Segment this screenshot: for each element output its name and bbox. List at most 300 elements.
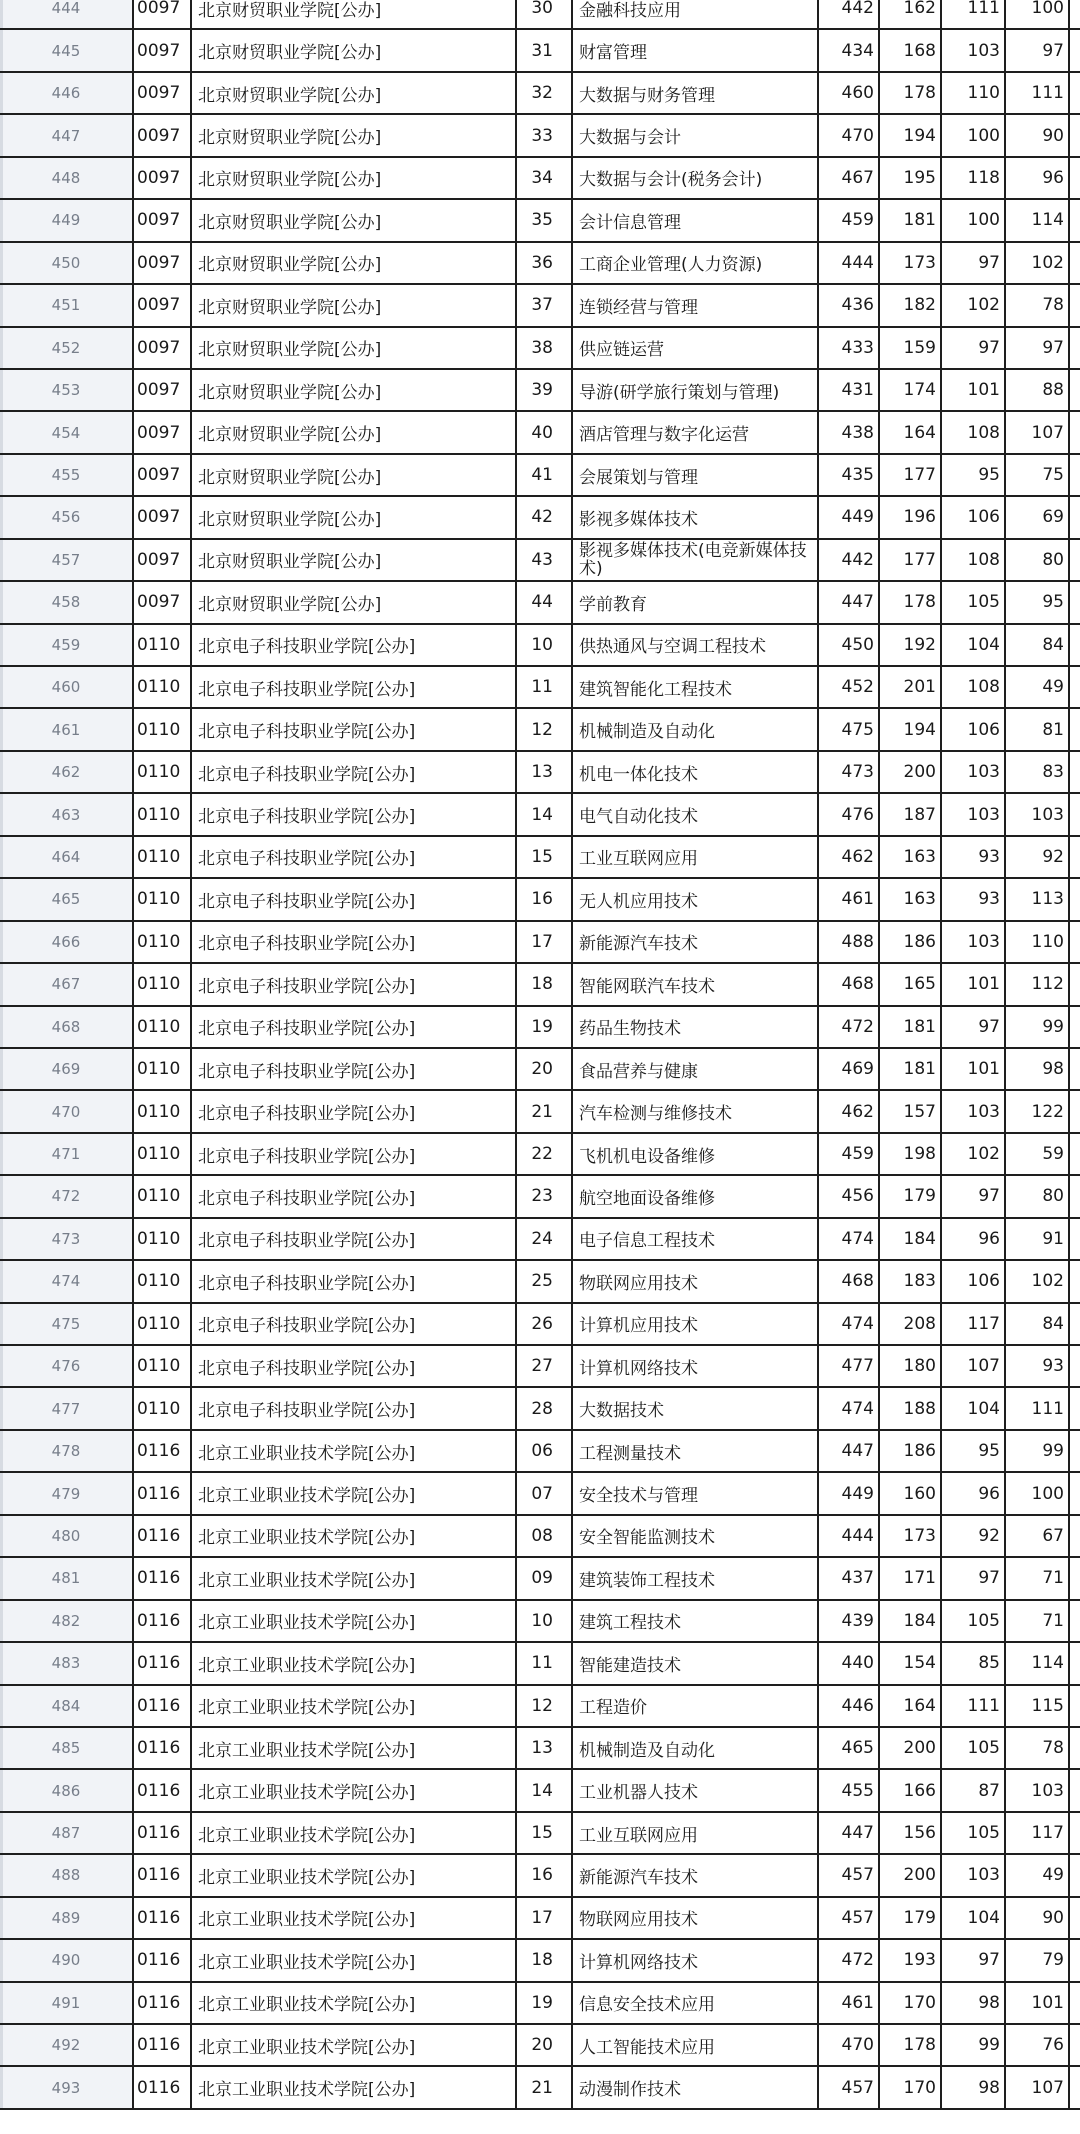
- row-number-cell[interactable]: 462: [0, 752, 134, 792]
- row-number-cell[interactable]: 464: [0, 837, 134, 877]
- score-cell[interactable]: 101: [1006, 1983, 1070, 2023]
- school-name-cell[interactable]: 北京财贸职业学院[公办]: [192, 73, 517, 113]
- row-number-cell[interactable]: 479: [0, 1473, 134, 1513]
- major-code-cell[interactable]: 18: [517, 964, 573, 1004]
- school-code-cell[interactable]: 0116: [134, 1686, 192, 1726]
- school-name-cell[interactable]: 北京财贸职业学院[公办]: [192, 582, 517, 622]
- score-cell[interactable]: 100: [942, 200, 1006, 240]
- school-name-cell[interactable]: 北京工业职业技术学院[公办]: [192, 1770, 517, 1810]
- row-number-cell[interactable]: 478: [0, 1431, 134, 1471]
- row-number-cell[interactable]: 484: [0, 1686, 134, 1726]
- score-cell[interactable]: 184: [880, 1601, 942, 1641]
- score-cell[interactable]: 103: [1006, 794, 1070, 834]
- major-name-cell[interactable]: 飞机机电设备维修: [573, 1134, 819, 1174]
- score-cell[interactable]: 461: [819, 879, 880, 919]
- major-name-cell[interactable]: 导游(研学旅行策划与管理): [573, 370, 819, 410]
- score-cell[interactable]: 459: [819, 1134, 880, 1174]
- major-code-cell[interactable]: 33: [517, 115, 573, 155]
- score-cell[interactable]: 472: [819, 1007, 880, 1047]
- school-code-cell[interactable]: 0110: [134, 1134, 192, 1174]
- school-name-cell[interactable]: 北京电子科技职业学院[公办]: [192, 1346, 517, 1386]
- score-cell[interactable]: 181: [880, 200, 942, 240]
- score-cell[interactable]: 181: [880, 1049, 942, 1089]
- score-cell[interactable]: 187: [880, 794, 942, 834]
- school-name-cell[interactable]: 北京电子科技职业学院[公办]: [192, 879, 517, 919]
- score-cell[interactable]: 100: [1006, 0, 1070, 28]
- major-code-cell[interactable]: 22: [517, 1134, 573, 1174]
- score-cell[interactable]: 431: [819, 370, 880, 410]
- row-number-cell[interactable]: 445: [0, 30, 134, 70]
- major-name-cell[interactable]: 影视多媒体技术: [573, 497, 819, 537]
- school-code-cell[interactable]: 0116: [134, 1643, 192, 1683]
- major-name-cell[interactable]: 药品生物技术: [573, 1007, 819, 1047]
- score-cell[interactable]: 184: [880, 1219, 942, 1259]
- row-number-cell[interactable]: 453: [0, 370, 134, 410]
- score-cell[interactable]: 97: [1006, 328, 1070, 368]
- school-name-cell[interactable]: 北京财贸职业学院[公办]: [192, 370, 517, 410]
- major-code-cell[interactable]: 34: [517, 158, 573, 198]
- school-code-cell[interactable]: 0110: [134, 1176, 192, 1216]
- major-code-cell[interactable]: 42: [517, 497, 573, 537]
- major-name-cell[interactable]: 安全技术与管理: [573, 1473, 819, 1513]
- school-code-cell[interactable]: 0110: [134, 1346, 192, 1386]
- row-number-cell[interactable]: 485: [0, 1728, 134, 1768]
- score-cell[interactable]: 111: [942, 1686, 1006, 1726]
- major-name-cell[interactable]: 食品营养与健康: [573, 1049, 819, 1089]
- score-cell[interactable]: 470: [819, 115, 880, 155]
- score-cell[interactable]: 449: [819, 497, 880, 537]
- major-code-cell[interactable]: 16: [517, 1855, 573, 1895]
- score-cell[interactable]: 99: [942, 2025, 1006, 2065]
- major-name-cell[interactable]: 工业互联网应用: [573, 1813, 819, 1853]
- school-code-cell[interactable]: 0097: [134, 30, 192, 70]
- school-code-cell[interactable]: 0097: [134, 243, 192, 283]
- score-cell[interactable]: 102: [942, 285, 1006, 325]
- score-cell[interactable]: 101: [942, 370, 1006, 410]
- major-name-cell[interactable]: 物联网应用技术: [573, 1261, 819, 1301]
- score-cell[interactable]: 113: [1006, 879, 1070, 919]
- major-name-cell[interactable]: 财富管理: [573, 30, 819, 70]
- score-cell[interactable]: 99: [1006, 1431, 1070, 1471]
- score-cell[interactable]: 111: [1006, 1388, 1070, 1428]
- score-cell[interactable]: 468: [819, 1261, 880, 1301]
- major-code-cell[interactable]: 37: [517, 285, 573, 325]
- major-code-cell[interactable]: 21: [517, 2067, 573, 2107]
- major-name-cell[interactable]: 计算机应用技术: [573, 1304, 819, 1344]
- score-cell[interactable]: 104: [942, 1388, 1006, 1428]
- score-cell[interactable]: 96: [1006, 158, 1070, 198]
- major-code-cell[interactable]: 40: [517, 412, 573, 452]
- school-code-cell[interactable]: 0097: [134, 455, 192, 495]
- score-cell[interactable]: 470: [819, 2025, 880, 2065]
- score-cell[interactable]: 114: [1006, 200, 1070, 240]
- score-cell[interactable]: 444: [819, 243, 880, 283]
- school-code-cell[interactable]: 0116: [134, 2067, 192, 2107]
- major-code-cell[interactable]: 24: [517, 1219, 573, 1259]
- score-cell[interactable]: 93: [942, 879, 1006, 919]
- school-name-cell[interactable]: 北京工业职业技术学院[公办]: [192, 1516, 517, 1556]
- score-cell[interactable]: 457: [819, 1898, 880, 1938]
- major-code-cell[interactable]: 11: [517, 1643, 573, 1683]
- score-cell[interactable]: 108: [942, 540, 1006, 580]
- score-cell[interactable]: 76: [1006, 2025, 1070, 2065]
- score-cell[interactable]: 106: [942, 497, 1006, 537]
- row-number-cell[interactable]: 476: [0, 1346, 134, 1386]
- major-name-cell[interactable]: 酒店管理与数字化运营: [573, 412, 819, 452]
- row-number-cell[interactable]: 489: [0, 1898, 134, 1938]
- score-cell[interactable]: 97: [942, 1558, 1006, 1598]
- row-number-cell[interactable]: 458: [0, 582, 134, 622]
- school-name-cell[interactable]: 北京工业职业技术学院[公办]: [192, 1983, 517, 2023]
- major-code-cell[interactable]: 28: [517, 1388, 573, 1428]
- score-cell[interactable]: 477: [819, 1346, 880, 1386]
- score-cell[interactable]: 114: [1006, 1643, 1070, 1683]
- row-number-cell[interactable]: 473: [0, 1219, 134, 1259]
- major-code-cell[interactable]: 30: [517, 0, 573, 28]
- school-code-cell[interactable]: 0110: [134, 922, 192, 962]
- major-name-cell[interactable]: 大数据技术: [573, 1388, 819, 1428]
- school-name-cell[interactable]: 北京电子科技职业学院[公办]: [192, 752, 517, 792]
- score-cell[interactable]: 85: [942, 1643, 1006, 1683]
- major-code-cell[interactable]: 32: [517, 73, 573, 113]
- score-cell[interactable]: 157: [880, 1091, 942, 1131]
- major-code-cell[interactable]: 15: [517, 837, 573, 877]
- score-cell[interactable]: 460: [819, 73, 880, 113]
- major-code-cell[interactable]: 16: [517, 879, 573, 919]
- score-cell[interactable]: 196: [880, 497, 942, 537]
- score-cell[interactable]: 103: [942, 922, 1006, 962]
- score-cell[interactable]: 71: [1006, 1558, 1070, 1598]
- score-cell[interactable]: 179: [880, 1176, 942, 1216]
- school-name-cell[interactable]: 北京电子科技职业学院[公办]: [192, 1091, 517, 1131]
- major-code-cell[interactable]: 26: [517, 1304, 573, 1344]
- school-name-cell[interactable]: 北京工业职业技术学院[公办]: [192, 1431, 517, 1471]
- major-code-cell[interactable]: 35: [517, 200, 573, 240]
- score-cell[interactable]: 97: [942, 1176, 1006, 1216]
- major-name-cell[interactable]: 连锁经营与管理: [573, 285, 819, 325]
- score-cell[interactable]: 437: [819, 1558, 880, 1598]
- school-name-cell[interactable]: 北京电子科技职业学院[公办]: [192, 922, 517, 962]
- major-code-cell[interactable]: 09: [517, 1558, 573, 1598]
- row-number-cell[interactable]: 471: [0, 1134, 134, 1174]
- major-code-cell[interactable]: 20: [517, 2025, 573, 2065]
- school-code-cell[interactable]: 0097: [134, 412, 192, 452]
- row-number-cell[interactable]: 481: [0, 1558, 134, 1598]
- score-cell[interactable]: 79: [1006, 1940, 1070, 1980]
- score-cell[interactable]: 105: [942, 1728, 1006, 1768]
- major-name-cell[interactable]: 动漫制作技术: [573, 2067, 819, 2107]
- school-name-cell[interactable]: 北京电子科技职业学院[公办]: [192, 667, 517, 707]
- major-name-cell[interactable]: 学前教育: [573, 582, 819, 622]
- score-cell[interactable]: 104: [942, 625, 1006, 665]
- score-cell[interactable]: 177: [880, 540, 942, 580]
- school-code-cell[interactable]: 0097: [134, 115, 192, 155]
- score-cell[interactable]: 84: [1006, 1304, 1070, 1344]
- score-cell[interactable]: 198: [880, 1134, 942, 1174]
- school-name-cell[interactable]: 北京财贸职业学院[公办]: [192, 0, 517, 28]
- score-cell[interactable]: 103: [942, 1855, 1006, 1895]
- school-code-cell[interactable]: 0116: [134, 1898, 192, 1938]
- major-name-cell[interactable]: 机械制造及自动化: [573, 1728, 819, 1768]
- score-cell[interactable]: 476: [819, 794, 880, 834]
- school-code-cell[interactable]: 0110: [134, 1304, 192, 1344]
- score-cell[interactable]: 91: [1006, 1219, 1070, 1259]
- score-cell[interactable]: 102: [942, 1134, 1006, 1174]
- major-code-cell[interactable]: 11: [517, 667, 573, 707]
- major-code-cell[interactable]: 17: [517, 922, 573, 962]
- school-name-cell[interactable]: 北京电子科技职业学院[公办]: [192, 1176, 517, 1216]
- score-cell[interactable]: 439: [819, 1601, 880, 1641]
- major-code-cell[interactable]: 17: [517, 1898, 573, 1938]
- row-number-cell[interactable]: 450: [0, 243, 134, 283]
- row-number-cell[interactable]: 488: [0, 1855, 134, 1895]
- score-cell[interactable]: 446: [819, 1686, 880, 1726]
- school-code-cell[interactable]: 0116: [134, 1558, 192, 1598]
- row-number-cell[interactable]: 463: [0, 794, 134, 834]
- score-cell[interactable]: 162: [880, 0, 942, 28]
- school-code-cell[interactable]: 0116: [134, 2025, 192, 2065]
- major-code-cell[interactable]: 13: [517, 1728, 573, 1768]
- score-cell[interactable]: 156: [880, 1813, 942, 1853]
- score-cell[interactable]: 95: [1006, 582, 1070, 622]
- major-code-cell[interactable]: 13: [517, 752, 573, 792]
- major-code-cell[interactable]: 19: [517, 1007, 573, 1047]
- school-name-cell[interactable]: 北京财贸职业学院[公办]: [192, 30, 517, 70]
- score-cell[interactable]: 98: [942, 2067, 1006, 2107]
- major-name-cell[interactable]: 工业互联网应用: [573, 837, 819, 877]
- row-number-cell[interactable]: 466: [0, 922, 134, 962]
- score-cell[interactable]: 110: [942, 73, 1006, 113]
- school-name-cell[interactable]: 北京工业职业技术学院[公办]: [192, 1898, 517, 1938]
- score-cell[interactable]: 107: [942, 1346, 1006, 1386]
- score-cell[interactable]: 103: [942, 30, 1006, 70]
- row-number-cell[interactable]: 456: [0, 497, 134, 537]
- score-cell[interactable]: 105: [942, 582, 1006, 622]
- score-cell[interactable]: 488: [819, 922, 880, 962]
- score-cell[interactable]: 95: [942, 455, 1006, 495]
- score-cell[interactable]: 472: [819, 1940, 880, 1980]
- score-cell[interactable]: 163: [880, 837, 942, 877]
- score-cell[interactable]: 117: [942, 1304, 1006, 1344]
- school-code-cell[interactable]: 0116: [134, 1813, 192, 1853]
- row-number-cell[interactable]: 459: [0, 625, 134, 665]
- major-code-cell[interactable]: 14: [517, 1770, 573, 1810]
- row-number-cell[interactable]: 486: [0, 1770, 134, 1810]
- major-name-cell[interactable]: 工业机器人技术: [573, 1770, 819, 1810]
- score-cell[interactable]: 59: [1006, 1134, 1070, 1174]
- score-cell[interactable]: 447: [819, 1813, 880, 1853]
- score-cell[interactable]: 182: [880, 285, 942, 325]
- major-name-cell[interactable]: 建筑工程技术: [573, 1601, 819, 1641]
- major-name-cell[interactable]: 工商企业管理(人力资源): [573, 243, 819, 283]
- score-cell[interactable]: 194: [880, 709, 942, 749]
- score-cell[interactable]: 173: [880, 1516, 942, 1556]
- school-code-cell[interactable]: 0116: [134, 1516, 192, 1556]
- major-name-cell[interactable]: 计算机网络技术: [573, 1346, 819, 1386]
- major-name-cell[interactable]: 航空地面设备维修: [573, 1176, 819, 1216]
- school-name-cell[interactable]: 北京电子科技职业学院[公办]: [192, 1007, 517, 1047]
- school-code-cell[interactable]: 0097: [134, 497, 192, 537]
- score-cell[interactable]: 469: [819, 1049, 880, 1089]
- row-number-cell[interactable]: 491: [0, 1983, 134, 2023]
- row-number-cell[interactable]: 457: [0, 540, 134, 580]
- row-number-cell[interactable]: 455: [0, 455, 134, 495]
- score-cell[interactable]: 200: [880, 1728, 942, 1768]
- row-number-cell[interactable]: 493: [0, 2067, 134, 2107]
- score-cell[interactable]: 193: [880, 1940, 942, 1980]
- school-name-cell[interactable]: 北京工业职业技术学院[公办]: [192, 2067, 517, 2107]
- major-code-cell[interactable]: 15: [517, 1813, 573, 1853]
- school-name-cell[interactable]: 北京电子科技职业学院[公办]: [192, 794, 517, 834]
- school-code-cell[interactable]: 0110: [134, 837, 192, 877]
- school-name-cell[interactable]: 北京财贸职业学院[公办]: [192, 412, 517, 452]
- major-name-cell[interactable]: 供热通风与空调工程技术: [573, 625, 819, 665]
- school-name-cell[interactable]: 北京财贸职业学院[公办]: [192, 540, 517, 580]
- score-cell[interactable]: 474: [819, 1219, 880, 1259]
- major-name-cell[interactable]: 智能建造技术: [573, 1643, 819, 1683]
- major-code-cell[interactable]: 21: [517, 1091, 573, 1131]
- major-code-cell[interactable]: 31: [517, 30, 573, 70]
- major-code-cell[interactable]: 07: [517, 1473, 573, 1513]
- row-number-cell[interactable]: 472: [0, 1176, 134, 1216]
- score-cell[interactable]: 107: [1006, 2067, 1070, 2107]
- score-cell[interactable]: 452: [819, 667, 880, 707]
- score-cell[interactable]: 465: [819, 1728, 880, 1768]
- score-cell[interactable]: 49: [1006, 1855, 1070, 1895]
- row-number-cell[interactable]: 492: [0, 2025, 134, 2065]
- school-name-cell[interactable]: 北京工业职业技术学院[公办]: [192, 1813, 517, 1853]
- row-number-cell[interactable]: 490: [0, 1940, 134, 1980]
- school-name-cell[interactable]: 北京电子科技职业学院[公办]: [192, 1049, 517, 1089]
- row-number-cell[interactable]: 451: [0, 285, 134, 325]
- row-number-cell[interactable]: 474: [0, 1261, 134, 1301]
- score-cell[interactable]: 122: [1006, 1091, 1070, 1131]
- score-cell[interactable]: 101: [942, 1049, 1006, 1089]
- school-name-cell[interactable]: 北京电子科技职业学院[公办]: [192, 625, 517, 665]
- score-cell[interactable]: 164: [880, 1686, 942, 1726]
- major-code-cell[interactable]: 12: [517, 709, 573, 749]
- school-code-cell[interactable]: 0110: [134, 1219, 192, 1259]
- school-code-cell[interactable]: 0097: [134, 0, 192, 28]
- score-cell[interactable]: 93: [942, 837, 1006, 877]
- school-name-cell[interactable]: 北京电子科技职业学院[公办]: [192, 1388, 517, 1428]
- score-cell[interactable]: 106: [942, 1261, 1006, 1301]
- row-number-cell[interactable]: 470: [0, 1091, 134, 1131]
- score-cell[interactable]: 440: [819, 1643, 880, 1683]
- score-cell[interactable]: 160: [880, 1473, 942, 1513]
- major-code-cell[interactable]: 25: [517, 1261, 573, 1301]
- school-code-cell[interactable]: 0110: [134, 1049, 192, 1089]
- school-code-cell[interactable]: 0097: [134, 200, 192, 240]
- major-name-cell[interactable]: 工程测量技术: [573, 1431, 819, 1471]
- school-code-cell[interactable]: 0097: [134, 73, 192, 113]
- row-number-cell[interactable]: 477: [0, 1388, 134, 1428]
- score-cell[interactable]: 97: [942, 243, 1006, 283]
- score-cell[interactable]: 102: [1006, 243, 1070, 283]
- score-cell[interactable]: 180: [880, 1346, 942, 1386]
- score-cell[interactable]: 208: [880, 1304, 942, 1344]
- row-number-cell[interactable]: 448: [0, 158, 134, 198]
- major-code-cell[interactable]: 41: [517, 455, 573, 495]
- school-code-cell[interactable]: 0110: [134, 1388, 192, 1428]
- score-cell[interactable]: 200: [880, 1855, 942, 1895]
- score-cell[interactable]: 97: [1006, 30, 1070, 70]
- school-name-cell[interactable]: 北京工业职业技术学院[公办]: [192, 1728, 517, 1768]
- score-cell[interactable]: 100: [942, 115, 1006, 155]
- score-cell[interactable]: 110: [1006, 922, 1070, 962]
- score-cell[interactable]: 165: [880, 964, 942, 1004]
- major-code-cell[interactable]: 18: [517, 1940, 573, 1980]
- school-code-cell[interactable]: 0110: [134, 667, 192, 707]
- score-cell[interactable]: 106: [942, 709, 1006, 749]
- score-cell[interactable]: 87: [942, 1770, 1006, 1810]
- major-code-cell[interactable]: 43: [517, 540, 573, 580]
- score-cell[interactable]: 462: [819, 1091, 880, 1131]
- score-cell[interactable]: 438: [819, 412, 880, 452]
- score-cell[interactable]: 163: [880, 879, 942, 919]
- major-name-cell[interactable]: 安全智能监测技术: [573, 1516, 819, 1556]
- score-cell[interactable]: 186: [880, 1431, 942, 1471]
- score-cell[interactable]: 75: [1006, 455, 1070, 495]
- score-cell[interactable]: 200: [880, 752, 942, 792]
- major-name-cell[interactable]: 大数据与会计(税务会计): [573, 158, 819, 198]
- score-cell[interactable]: 178: [880, 73, 942, 113]
- school-name-cell[interactable]: 北京财贸职业学院[公办]: [192, 200, 517, 240]
- score-cell[interactable]: 474: [819, 1388, 880, 1428]
- score-cell[interactable]: 170: [880, 1983, 942, 2023]
- score-cell[interactable]: 170: [880, 2067, 942, 2107]
- score-cell[interactable]: 473: [819, 752, 880, 792]
- row-number-cell[interactable]: 483: [0, 1643, 134, 1683]
- score-cell[interactable]: 475: [819, 709, 880, 749]
- score-cell[interactable]: 96: [942, 1473, 1006, 1513]
- score-cell[interactable]: 90: [1006, 115, 1070, 155]
- score-cell[interactable]: 179: [880, 1898, 942, 1938]
- score-cell[interactable]: 168: [880, 30, 942, 70]
- major-name-cell[interactable]: 建筑智能化工程技术: [573, 667, 819, 707]
- score-cell[interactable]: 455: [819, 1770, 880, 1810]
- score-cell[interactable]: 108: [942, 412, 1006, 452]
- major-code-cell[interactable]: 27: [517, 1346, 573, 1386]
- score-cell[interactable]: 442: [819, 0, 880, 28]
- score-cell[interactable]: 457: [819, 2067, 880, 2107]
- score-cell[interactable]: 459: [819, 200, 880, 240]
- score-cell[interactable]: 468: [819, 964, 880, 1004]
- score-cell[interactable]: 97: [942, 1007, 1006, 1047]
- school-name-cell[interactable]: 北京工业职业技术学院[公办]: [192, 1558, 517, 1598]
- school-code-cell[interactable]: 0116: [134, 1728, 192, 1768]
- major-name-cell[interactable]: 新能源汽车技术: [573, 1855, 819, 1895]
- major-name-cell[interactable]: 建筑装饰工程技术: [573, 1558, 819, 1598]
- score-cell[interactable]: 194: [880, 115, 942, 155]
- score-cell[interactable]: 104: [942, 1898, 1006, 1938]
- school-name-cell[interactable]: 北京工业职业技术学院[公办]: [192, 1855, 517, 1895]
- score-cell[interactable]: 201: [880, 667, 942, 707]
- major-name-cell[interactable]: 金融科技应用: [573, 0, 819, 28]
- score-cell[interactable]: 103: [942, 752, 1006, 792]
- major-name-cell[interactable]: 计算机网络技术: [573, 1940, 819, 1980]
- major-name-cell[interactable]: 工程造价: [573, 1686, 819, 1726]
- score-cell[interactable]: 435: [819, 455, 880, 495]
- school-name-cell[interactable]: 北京工业职业技术学院[公办]: [192, 1601, 517, 1641]
- major-code-cell[interactable]: 06: [517, 1431, 573, 1471]
- major-name-cell[interactable]: 人工智能技术应用: [573, 2025, 819, 2065]
- score-cell[interactable]: 188: [880, 1388, 942, 1428]
- row-number-cell[interactable]: 449: [0, 200, 134, 240]
- school-name-cell[interactable]: 北京工业职业技术学院[公办]: [192, 1940, 517, 1980]
- score-cell[interactable]: 97: [942, 1940, 1006, 1980]
- school-name-cell[interactable]: 北京财贸职业学院[公办]: [192, 497, 517, 537]
